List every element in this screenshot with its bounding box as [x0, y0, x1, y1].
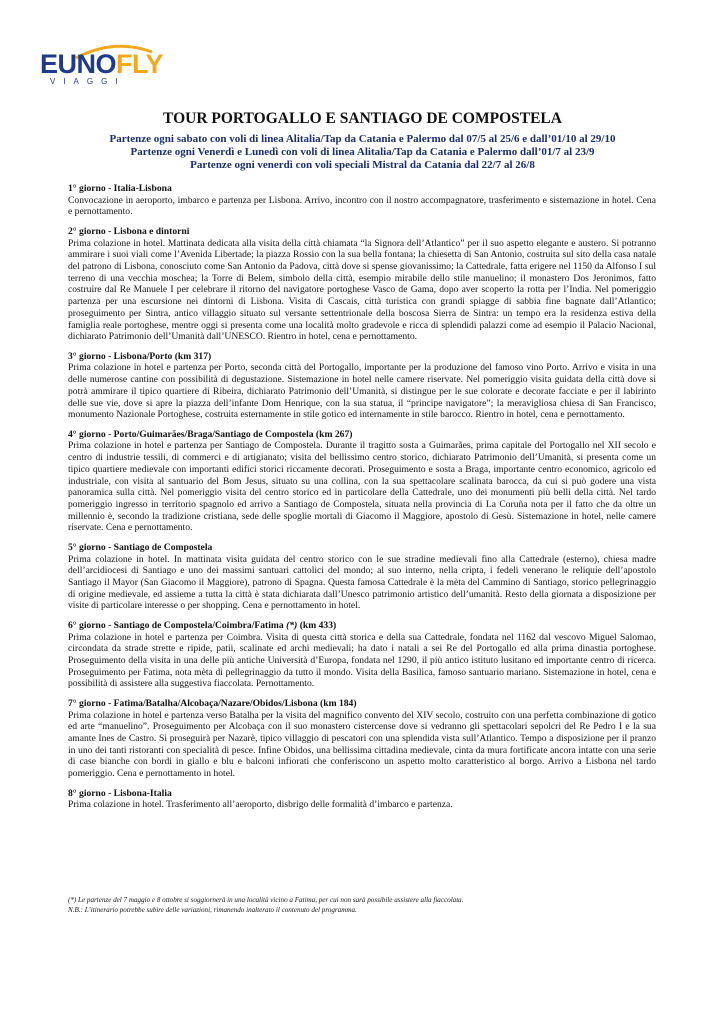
brand-tagline: VIAGGI	[50, 77, 126, 86]
departure-line: Partenze ogni sabato con voli di linea Alitalia/Tap da Catania e Palermo dal 07/5 al 25/6 e dall’01/10 al 29/10	[109, 133, 616, 145]
itinerary-day	[68, 698, 656, 780]
day-title: 7° giorno - Fatima/Batalha/Alcobaça/Nazare/Obidos/Lisbona (km 184)	[68, 697, 357, 709]
itinerary-day	[68, 183, 656, 218]
day-title: 8° giorno - Lisbona-Italia	[68, 787, 172, 799]
day-title: 5° giorno - Santiago de Compostela	[68, 541, 213, 553]
departure-line: Partenze ogni Venerdì e Lunedì con voli di linea Alitalia/Tap da Catania e Palermo dall’01/7 al 23/9	[130, 145, 595, 158]
day-title: 4° giorno - Porto/Guimarães/Braga/Santiago de Compostela (km 267)	[68, 428, 353, 440]
footnote: (*) Le partenze del 7 maggio e 8 ottobre si soggiornerà in una località vicino a Fatima, per cui non sarà possibile assistere alla fiaccolata.	[68, 896, 464, 904]
day-description: Prima colazione in hotel. In mattinata visita guidata del centro storico con le sue stradine medievali fino alla Cattedrale (esterno), chiesa madre dell’arcidiocesi di Santiago e uno dei massimi santuari cattolici del mondo; al suo interno, nella cripta, i fedeli venerano le reliquie dell’apostolo Santiago il Mayor (San Giacomo il Maggiore), patrono di Spagna. Questa famosa Cattedrale è la mèta del Cammino di Santiago, storico pellegrinaggio di origine medievale, ed assieme a tutta la città è stata dichiarata dall’Unesco patrimonio artistico dell’umanità. Resto della giornata a disposizione per visite di particolare interesse o per shopping. Cena e pernottamento in hotel.	[68, 553, 656, 612]
day-description: Prima colazione in hotel e partenza per Coimbra. Visita di questa città storica e della sua Cattedrale, fondata nel 1162 dal vescovo Miguel Salomao, circondata da strade strette e ripide, patii, scalinate ed archi medievali; ha dato i natali a sei Re del Portogallo ed alla prima dinastia portoghese. Proseguimento della visita in una delle più antiche Università d’Europa, fondata nel 1290, il più antico istituto lusitano ed importante centro di ricerca. Proseguimento per Fatima, nota mèta di pellegrinaggio da tutto il mondo. Visita della Basilica, famoso santuario mariano. Sistemazione in hotel, cena e possibilità di assistere alla suggestiva fiaccolata. Pernottamento.	[68, 631, 656, 690]
page-header	[0, 110, 725, 171]
footnote: N.B.: L’itinerario potrebbe subire delle variazioni, rimanendo inalterato il contenuto del programma.	[68, 905, 357, 914]
itinerary-day	[68, 351, 656, 421]
footnote-marker: (*)	[286, 619, 298, 631]
day-description: Prima colazione in hotel e partenza verso Batalha per la visita del magnifico convento del XIV secolo, costruito con una perfetta combinazione di gotico ed arte “manuelino”. Proseguimento per Alcobaça con il suo monastero cistercense dove si vedranno gli spettacolari sepolcri del Re Pedro I e la sua amante Ines de Castro. Si proseguirà per Nazarè, tipico villaggio di pescatori con una splendida vista sull’Atlantico. Tempo a disposizione per il pranzo in uno dei tanti ristoranti con specialità di pesce. Infine Obidos, una bellissima cittadina medievale, cinta da mura fortificate ancora intatte con una serie di case bianche con bordi in giallo e blu e balconi infiorati che conferiscono un aspetto molto caratteristico al borgo. Arrivo a Lisbona nel tardo pomeriggio. Cena e pernottamento in hotel.	[68, 709, 656, 780]
itinerary-day	[68, 788, 656, 811]
footnotes	[68, 896, 668, 916]
brand-name: EUNOFLY	[40, 49, 164, 79]
day-title: 2° giorno - Lisbona e dintorni	[68, 225, 190, 237]
itinerary	[68, 183, 656, 819]
day-description: Prima colazione in hotel. Trasferimento all’aeroporto, disbrigo delle formalità d’imbarco e partenza.	[68, 799, 453, 811]
day-description: Prima colazione in hotel e partenza per Santiago de Compostela. Durante il tragitto sosta a Guimarães, prima capitale del Portogallo nel XII secolo e centro di industrie tessili, di commerci e di artigianato; visita del bellissimo centro storico, dichiarato Patrimonio dell’Umanità, si presenta come un tipico quartiere medievale con importanti edifici storici riccamente decorati. Proseguimento e sosta a Braga, importante centro economico, agricolo ed industriale, con visita al santuario del Bom Jesus, situato su una collina, con la sua spettacolare scalinata barocca, da cui si può godere una vista panoramica sulla città. Nel pomeriggio visita del centro storico ed in particolare della Cattedrale, uno dei monumenti più belli della città. Nel tardo pomeriggio ingresso in territorio spagnolo ed arrivo a Santiago de Compostela, situata nella provincia di La Coruña nota per il fatto che da oltre un millennio è, secondo la tradizione cristiana, sede delle spoglie mortali di Giacomo il Maggiore, apostolo di Gesù. Sistemazione in hotel, nelle camere riservate. Cena e pernottamento.	[68, 440, 656, 534]
itinerary-day	[68, 542, 656, 612]
day-title: 6° giorno - Santiago de Compostela/Coimbra/Fatima (*) (km 433)	[68, 619, 337, 631]
day-description: Convocazione in aeroporto, imbarco e partenza per Lisbona. Arrivo, incontro con il nostro accompagnatore, trasferimento e sistemazione in hotel. Cena e pernottamento.	[68, 194, 656, 218]
day-description: Prima colazione in hotel. Mattinata dedicata alla visita della città chiamata “la Signora dell’Atlantico” per il suo aspetto elegante e austero. Si potranno ammirare i suoi viali come l’Avenida Libertade; la piazza Rossio con la sua bella fontana; la chiesetta di San Antonio, costruita sul sito della casa natale del patrono di Lisbona, conosciuto come San Antonio da Padova, città dove si spense giovanissimo; la Cattedrale, fatta erigere nel 1150 da Alfonso I sul terreno di una vecchia moschea; la Torre di Belem, simbolo della città, esempio mirabile dello stile manuelino; il monastero Dos Jeronimos, fatto costruire dal Re Manuele I per celebrare il ritorno del navigatore portoghese Vasco de Gama, dopo aver scoperto la rotta per l’India. Nel pomeriggio partenza per una escursione nei dintorni di Lisbona. Visita di Cascais, città turistica con grandi spiagge di sabbia fine bagnate dall’Atlantico; proseguimento per Sintra, antico villaggio situato sul versante settentrionale della boscosa Sierra de Sintra: un tempo era la residenza estiva della famiglia reale portoghese, mentre oggi si presenta come una località molto gradevole e ricca di splendidi palazzi come ad esempio il Palacio Nacional, dichiarato Patrimonio dell’Umanità dall’UNESCO. Rientro in hotel, cena e pernottamento.	[68, 237, 656, 343]
departure-line: Partenze ogni venerdì con voli speciali Mistral da Catania dal 22/7 al 26/8	[190, 158, 535, 171]
brand-logo	[40, 49, 164, 92]
itinerary-day	[68, 226, 656, 343]
itinerary-day	[68, 620, 656, 690]
itinerary-day	[68, 429, 656, 534]
day-title: 1° giorno - Italia-Lisbona	[68, 183, 172, 194]
day-description: Prima colazione in hotel e partenza per Porto, seconda città del Portogallo, importante per la produzione del famoso vino Porto. Arrivo e visita in una delle numerose cantine con possibilità di degustazione. Sistemazione in hotel nelle camere riservate. Nel pomeriggio visita guidata della città dove si potrà ammirare il tipico quartiere di Ribeira, dichiarato Patrimonio dell’Umanità, si distingue per le sue colorate e decorate facciate e per il labirinto delle sue vie, dove si apre la piazza dell’infante Dom Henrique, con la sua statua, il “principe navigatore”; la meravigliosa chiesa di San Francisco, monumento Nazionale Portoghese, costruita esternamente in stile gotico ed internamente in stile barocco. Rientro in hotel, cena e pernottamento.	[68, 362, 656, 421]
page-title: TOUR PORTOGALLO E SANTIAGO DE COMPOSTELA	[163, 110, 562, 127]
day-title: 3° giorno - Lisbona/Porto (km 317)	[68, 350, 212, 362]
